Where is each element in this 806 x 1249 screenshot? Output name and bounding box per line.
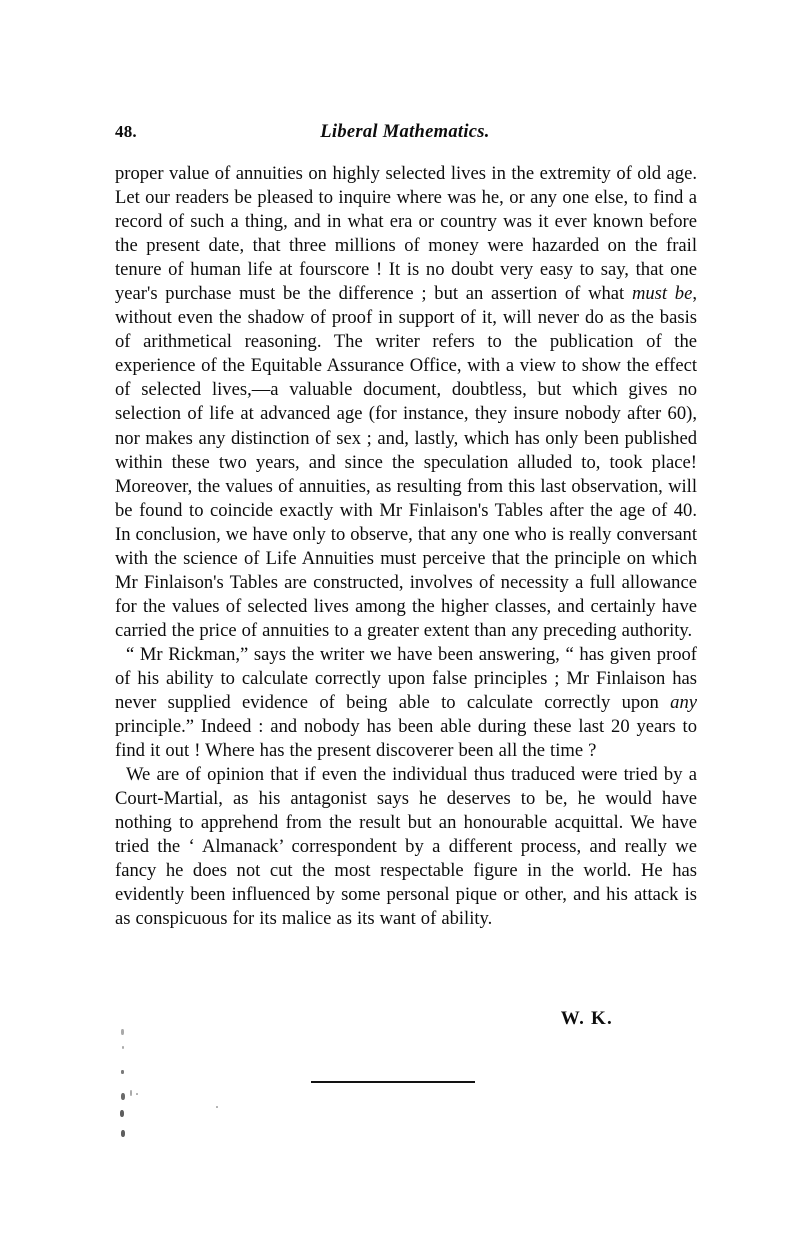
paragraph-quotation: [115, 643, 697, 763]
running-head-title: Liberal Mathematics.: [320, 122, 490, 142]
author-signature: W. K.: [560, 1008, 613, 1029]
scan-artifact-speck: [121, 1070, 124, 1074]
paragraph-1-emphasis-must-be: must be: [631, 283, 693, 305]
paragraph-2-text-part-2: principle.” Indeed : and nobody has been able during these last 20 years to find it out ! Where has the present discoverer been all the time ?: [115, 716, 697, 762]
paragraph-1-text-part-2: , without even the shadow of proof in support of it, will never do as the basis of arithmetical reasoning. The writer refers to the publication of the experience of the Equitable Assurance Office, with a view to show the effect of selected lives,—a valuable document, doubtless, but which gives no selection of life at advanced age (for instance, they insure nobody after 60), nor makes any distinction of sex ; and, lastly, which has only been published within these two years, and since the speculation alluded to, took place! Moreover, the values of annuities, as resulting from this last observation, will be found to coincide exactly with Mr Finlaison's Tables after the age of 40. In conclusion, we have only to observe, that any one who is really conversant with the science of Life Annuities must perceive that the principle on which Mr Finlaison's Tables are constructed, involves of necessity a full allowance for the values of selected lives among the higher classes, and certainly have carried the price of annuities to a greater extent than any preceding authority.: [115, 283, 697, 641]
scan-artifact-speck: [121, 1029, 124, 1035]
paragraph-continuation: [115, 162, 697, 643]
page-number: 48.: [115, 122, 137, 141]
scan-artifact-speck: [136, 1093, 138, 1095]
scan-artifact-speck: [216, 1106, 218, 1108]
scan-artifact-speck: [122, 1046, 124, 1049]
paragraph-conclusion: We are of opinion that if even the individual thus traduced were tried by a Court-Martial, as his antagonist says he deserves to be, he would have nothing to apprehend from the result but an honourable acquittal. We have tried the ‘ Almanack’ correspondent by a different process, and really we fancy he does not cut the most respectable figure in the world. He has evidently been influenced by some personal pique or other, and his attack is as conspicuous for its malice as its want of ability.: [115, 764, 697, 930]
scan-artifact-speck: [121, 1130, 125, 1137]
scan-artifact-speck: [121, 1093, 125, 1100]
scan-artifact-speck: [130, 1090, 132, 1096]
paragraph-2-text-part-1: “ Mr Rickman,” says the writer we have been answering, “ has given proof of his ability to calculate correctly upon false principles ; Mr Finlaison has never supplied evidence of being able to calculate correctly upon: [115, 643, 697, 714]
paragraph-2-emphasis-any: any: [670, 692, 697, 714]
section-divider-rule: [311, 1081, 475, 1083]
body-text-block: [115, 162, 697, 932]
scan-artifact-speck: [120, 1110, 124, 1117]
paragraph-1-text-part-1: proper value of annuities on highly selected lives in the extremity of old age. Let our readers be pleased to inquire where was he, or any one else, to find a record of such a thing, and in what era or country was it ever known before the present date, that three millions of money were hazarded on the frail tenure of human life at fourscore ! It is no doubt very easy to say, that one year's purchase must be the difference ; but an assertion of what: [115, 163, 697, 305]
running-head: [115, 122, 695, 148]
